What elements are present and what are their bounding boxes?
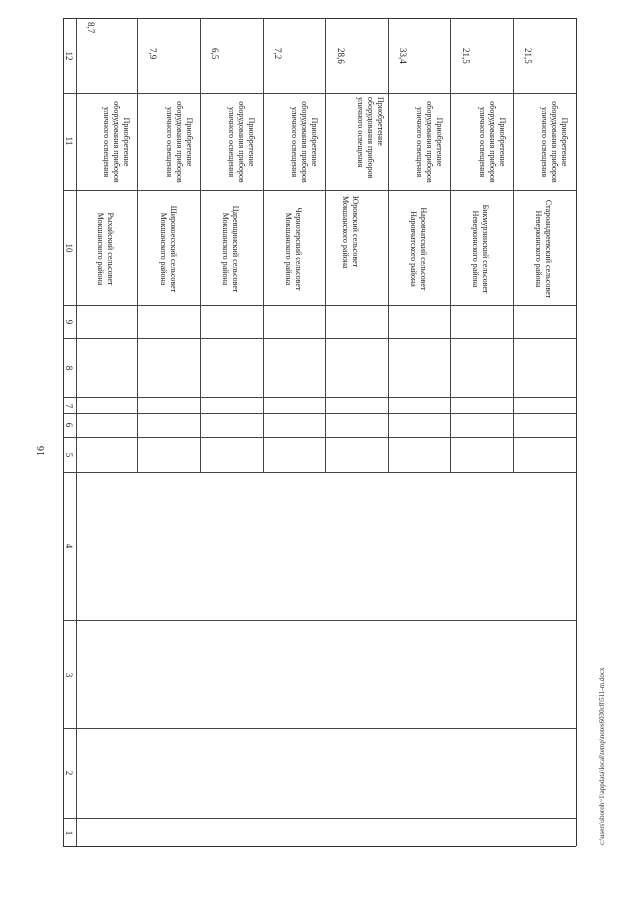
column-number: 9 bbox=[64, 319, 74, 325]
purpose-cell: Приобретение оборудования приборов уличного освещения bbox=[415, 101, 444, 183]
footer-file-path: c:\users\sboroh~1\appdata\local\temp\notes6030c8\511-m.docx bbox=[598, 667, 606, 845]
column-number: 12 bbox=[64, 51, 74, 61]
column-number: 8 bbox=[64, 365, 74, 371]
purpose-cell: Приобретение оборудования приборов уличного освещения bbox=[290, 101, 319, 183]
column-number: 7 bbox=[64, 403, 74, 409]
amount-cell: 6,5 bbox=[210, 48, 220, 60]
municipality-cell: Рыхайский сельсовет Мокшанского района bbox=[96, 212, 115, 286]
amount-cell: 21,5 bbox=[523, 48, 533, 64]
purpose-cell: Приобретение оборудования приборов уличного освещения bbox=[165, 101, 194, 183]
amount-cell: 21,5 bbox=[461, 48, 471, 64]
column-number: 2 bbox=[64, 770, 74, 776]
municipality-cell: Широкоесский сельсовет Мокшанского района bbox=[159, 205, 178, 293]
purpose-cell: Приобретение оборудования приборов уличного освещения bbox=[102, 101, 131, 183]
municipality-cell: Наровчатский сельсовет Наровчатского района bbox=[409, 207, 428, 291]
amount-cell: 7,2 bbox=[273, 48, 283, 60]
column-number: 5 bbox=[64, 452, 74, 458]
amount-cell: 33,4 bbox=[398, 48, 408, 64]
column-number: 6 bbox=[64, 422, 74, 428]
column-number: 3 bbox=[64, 672, 74, 678]
purpose-cell: Приобретение оборудования приборов уличного освещения bbox=[227, 101, 256, 183]
municipality-cell: Староандреевский сельсовет Неверкинского района bbox=[534, 199, 553, 299]
municipality-cell: Чернозерский сельсовет Мокшанского района bbox=[284, 207, 303, 291]
purpose-cell: Приобретение оборудования приборов уличного освещения bbox=[478, 101, 507, 183]
column-number: 4 bbox=[64, 543, 74, 549]
purpose-cell: Приобретение оборудования приборов уличного освещения bbox=[356, 97, 385, 179]
municipality-cell: Юровский сельсовет Мокшанского района bbox=[341, 196, 360, 269]
amount-cell: 7,9 bbox=[148, 48, 158, 60]
page-number: 16 bbox=[36, 446, 47, 456]
municipality-cell: Бикмурзинский сельсовет Неверкинского района bbox=[471, 204, 490, 294]
column-number: 10 bbox=[64, 243, 74, 253]
amount-cell: 28,6 bbox=[336, 48, 346, 64]
column-number: 11 bbox=[64, 136, 74, 146]
column-number: 1 bbox=[64, 830, 74, 836]
municipality-cell: Царевщинский сельсовет Мокшанского района bbox=[221, 205, 240, 293]
purpose-cell: Приобретение оборудования приборов уличного освещения bbox=[540, 101, 569, 183]
amount-cell: 8,7 bbox=[86, 22, 96, 34]
